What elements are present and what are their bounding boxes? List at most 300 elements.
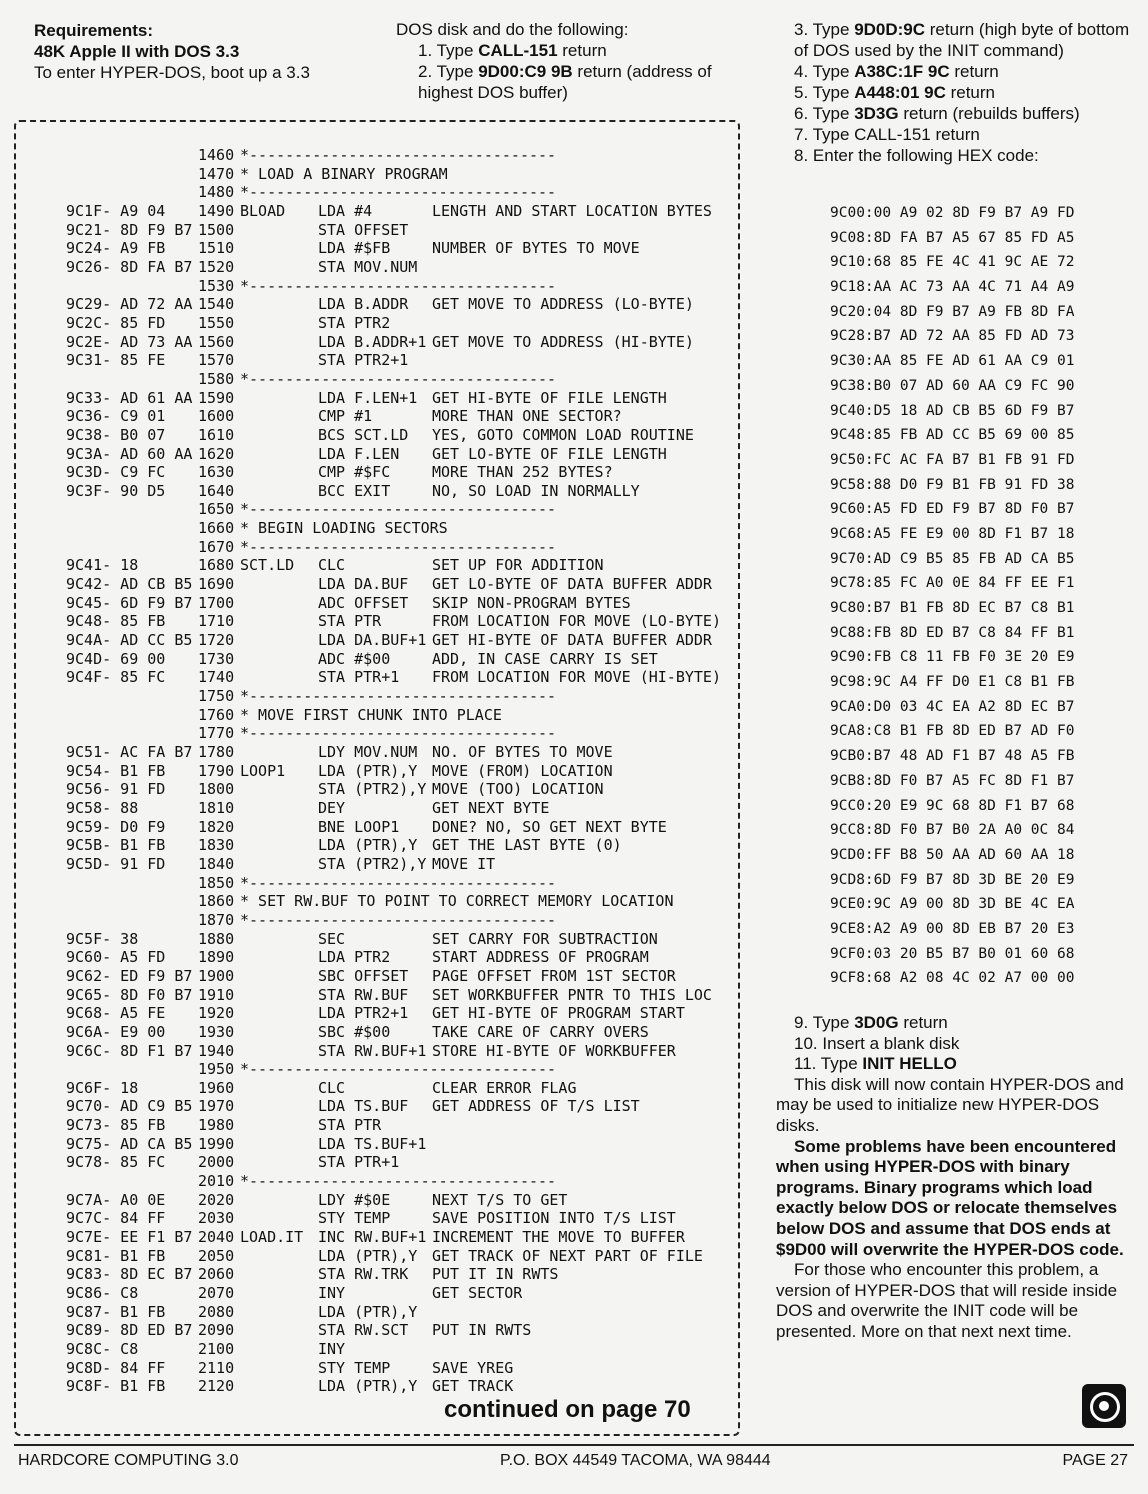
listing-line — [66, 482, 736, 501]
listing-comment: START ADDRESS OF PROGRAM — [432, 948, 649, 967]
listing-line-number: 1490 — [198, 201, 235, 220]
listing-label: SCT.LD — [240, 556, 295, 575]
step-line — [396, 61, 756, 103]
listing-line-number: 2020 — [198, 1190, 235, 1209]
listing-remark: *---------------------------------- — [240, 1172, 557, 1191]
listing-comment: FROM LOCATION FOR MOVE (LO-BYTE) — [432, 612, 721, 631]
listing-opcode: STA RW.BUF — [318, 985, 409, 1004]
listing-line — [66, 1340, 736, 1359]
listing-addr: 9C8F- B1 FB — [66, 1377, 166, 1396]
listing-remark: * MOVE FIRST CHUNK INTO PLACE — [240, 705, 502, 724]
listing-comment: GET HI-BYTE OF PROGRAM START — [432, 1004, 685, 1023]
listing-line — [66, 1004, 736, 1023]
listing-remark: *---------------------------------- — [240, 910, 557, 929]
listing-line — [66, 1116, 736, 1135]
listing-line — [66, 1191, 736, 1210]
listing-line-number: 1630 — [198, 463, 235, 482]
step-line — [776, 82, 1131, 103]
listing-line-number: 1580 — [198, 369, 235, 388]
listing-line-number: 1960 — [198, 1078, 235, 1097]
listing-line — [66, 575, 736, 594]
listing-remark: *---------------------------------- — [240, 276, 557, 295]
step-cmd: A448:01 9C — [854, 83, 946, 102]
hex-line: 9C30:AA 85 FE AD 61 AA C9 01 — [830, 353, 1075, 370]
listing-addr: 9C8C- C8 — [66, 1340, 139, 1358]
listing-comment: MORE THAN ONE SECTOR? — [432, 407, 622, 426]
hex-line: 9C10:68 85 FE 4C 41 9C AE 72 — [830, 254, 1075, 271]
listing-line — [66, 855, 736, 874]
step-post: return — [949, 62, 999, 81]
listing-opcode: SBC #$00 — [318, 1022, 391, 1041]
listing-line-number: 1750 — [198, 687, 235, 706]
listing-line — [66, 1359, 736, 1378]
listing-line — [66, 668, 736, 687]
step-pre: 8. Enter the following HEX code: — [794, 146, 1039, 165]
hex-line: 9C78:85 FC A0 0E 84 FF EE F1 — [830, 575, 1075, 592]
listing-remark: * SET RW.BUF TO POINT TO CORRECT MEMORY LOCATION — [240, 892, 674, 911]
listing-line — [66, 370, 736, 389]
listing-comment: INCREMENT THE MOVE TO BUFFER — [432, 1228, 685, 1247]
listing-line-number: 1690 — [198, 575, 235, 594]
listing-addr: 9C41- 18 — [66, 556, 139, 575]
listing-line-number: 2110 — [198, 1358, 235, 1377]
step-line — [776, 124, 1131, 145]
listing-line-number: 2070 — [198, 1284, 235, 1303]
listing-comment: STORE HI-BYTE OF WORKBUFFER — [432, 1041, 676, 1060]
listing-line — [66, 351, 736, 370]
listing-addr: 9C42- AD CB B5 — [66, 575, 193, 594]
requirements-machine: 48K Apple II with DOS 3.3 — [34, 42, 240, 61]
listing-addr: 9C24- A9 FB — [66, 239, 166, 258]
listing-comment: GET SECTOR — [432, 1284, 523, 1303]
listing-remark: *---------------------------------- — [240, 183, 557, 202]
listing-remark: *---------------------------------- — [240, 500, 557, 519]
listing-opcode: BCS SCT.LD — [318, 425, 409, 444]
listing-addr: 9C36- C9 01 — [66, 407, 166, 426]
listing-line — [66, 1228, 736, 1247]
listing-remark: *---------------------------------- — [240, 146, 557, 164]
requirements-title: Requirements: — [34, 21, 154, 40]
listing-comment: SET WORKBUFFER PNTR TO THIS LOC — [432, 985, 712, 1004]
listing-addr: 9C38- B0 07 — [66, 425, 166, 444]
listing-comment: SKIP NON-PROGRAM BYTES — [432, 593, 631, 612]
hex-line: 9CC0:20 E9 9C 68 8D F1 B7 68 — [830, 797, 1075, 814]
listing-line-number: 2080 — [198, 1302, 235, 1321]
listing-line-number: 1950 — [198, 1060, 235, 1079]
listing-addr: 9C21- 8D F9 B7 — [66, 220, 193, 239]
hex-line: 9C38:B0 07 AD 60 AA C9 FC 90 — [830, 377, 1075, 394]
listing-line-number: 2010 — [198, 1172, 235, 1191]
listing-addr: 9C5B- B1 FB — [66, 836, 166, 855]
listing-line — [66, 930, 736, 949]
listing-addr: 9C65- 8D F0 B7 — [66, 985, 193, 1004]
step-post: return — [898, 1013, 948, 1032]
listing-line-number: 1890 — [198, 948, 235, 967]
listing-line — [66, 594, 736, 613]
listing-addr: 9C7C- 84 FF — [66, 1209, 166, 1228]
listing-addr: 9C29- AD 72 AA — [66, 295, 193, 314]
listing-addr: 9C54- B1 FB — [66, 761, 166, 780]
listing-line-number: 1620 — [198, 444, 235, 463]
listing-comment: GET HI-BYTE OF DATA BUFFER ADDR — [432, 631, 712, 650]
listing-remark: *---------------------------------- — [240, 537, 557, 556]
listing-line — [66, 1377, 736, 1396]
listing-addr: 9C86- C8 — [66, 1284, 139, 1303]
hex-line: 9CE0:9C A9 00 8D 3D BE 4C EA — [830, 896, 1075, 913]
para-warning: Some problems have been encountered when using HYPER-DOS with binary programs. Binary programs which load exactly below DOS or relocate themselves below DOS and assume that DOS ends at $9D00 will overwrite the HYPER-DOS code. — [776, 1136, 1124, 1259]
hex-line: 9CA0:D0 03 4C EA A2 8D EC B7 — [830, 698, 1075, 715]
listing-line — [66, 743, 736, 762]
listing-addr: 9C2C- 85 FD — [66, 313, 166, 332]
listing-addr: 9C75- AD CA B5 — [66, 1134, 193, 1153]
listing-line-number: 1610 — [198, 425, 235, 444]
listing-line-number: 1790 — [198, 761, 235, 780]
listing-line-number: 1870 — [198, 910, 235, 929]
requirements-text: To enter HYPER-DOS, boot up a 3.3 — [34, 63, 310, 82]
step-pre: 4. Type — [794, 62, 855, 81]
hex-line: 9C28:B7 AD 72 AA 85 FD AD 73 — [830, 328, 1075, 345]
listing-line-number: 1470 — [198, 164, 235, 183]
step-pre: 3. Type — [794, 20, 855, 39]
hex-line: 9CC8:8D F0 B7 B0 2A A0 0C 84 — [830, 822, 1075, 839]
listing-line — [66, 500, 736, 519]
listing-opcode: LDA (PTR),Y — [318, 761, 418, 780]
listing-line — [66, 1265, 736, 1284]
listing-addr: 9C87- B1 FB — [66, 1302, 166, 1321]
listing-opcode: LDA TS.BUF+1 — [318, 1134, 427, 1153]
listing-opcode: STA (PTR2),Y — [318, 780, 427, 799]
listing-comment: PUT IT IN RWTS — [432, 1265, 559, 1284]
listing-addr: 9C81- B1 FB — [66, 1246, 166, 1265]
listing-comment: DONE? NO, SO GET NEXT BYTE — [432, 817, 667, 836]
listing-line-number: 1550 — [198, 313, 235, 332]
listing-opcode: LDA DA.BUF — [318, 575, 409, 594]
step-cmd: 3D0G — [854, 1013, 899, 1032]
listing-comment: GET HI-BYTE OF FILE LENGTH — [432, 388, 667, 407]
listing-comment: GET THE LAST BYTE (0) — [432, 836, 622, 855]
listing-opcode: STA PTR+1 — [318, 668, 400, 687]
listing-line-number: 1770 — [198, 724, 235, 743]
listing-opcode: LDY MOV.NUM — [318, 743, 418, 761]
step-post: return (high byte of bottom of DOS used by the INIT command) — [794, 20, 1130, 60]
listing-opcode: BNE LOOP1 — [318, 817, 400, 836]
listing-line — [66, 687, 736, 706]
listing-addr: 9C3F- 90 D5 — [66, 481, 166, 500]
assembly-listing — [66, 146, 736, 1396]
listing-comment: GET LO-BYTE OF FILE LENGTH — [432, 444, 667, 463]
listing-addr: 9C68- A5 FE — [66, 1004, 166, 1023]
listing-opcode: STA MOV.NUM — [318, 257, 418, 276]
listing-comment: CLEAR ERROR FLAG — [432, 1078, 577, 1097]
hex-line: 9C18:AA AC 73 AA 4C 71 A4 A9 — [830, 279, 1075, 296]
listing-opcode: ADC #$00 — [318, 649, 391, 668]
listing-line — [66, 1247, 736, 1266]
listing-opcode: STA RW.TRK — [318, 1265, 409, 1284]
listing-addr: 9C89- 8D ED B7 — [66, 1321, 193, 1340]
step-line — [776, 145, 1131, 166]
step-line — [776, 1013, 1131, 1034]
listing-line-number: 1930 — [198, 1022, 235, 1041]
listing-comment: NEXT T/S TO GET — [432, 1190, 568, 1209]
listing-addr: 9C6F- 18 — [66, 1078, 139, 1097]
listing-remark: *---------------------------------- — [240, 873, 557, 892]
hex-line: 9CF0:03 20 B5 B7 B0 01 60 68 — [830, 945, 1075, 962]
listing-line-number: 1810 — [198, 798, 235, 817]
listing-line-number: 1740 — [198, 668, 235, 687]
listing-opcode: LDA B.ADDR+1 — [318, 332, 427, 351]
listing-line-number: 1940 — [198, 1041, 235, 1060]
listing-comment: MOVE (TOO) LOCATION — [432, 780, 604, 799]
listing-remark: *---------------------------------- — [240, 724, 557, 743]
listing-opcode: STA PTR+1 — [318, 1153, 400, 1172]
step-line — [776, 19, 1131, 61]
listing-opcode: LDA (PTR),Y — [318, 1302, 418, 1321]
listing-addr: 9C3A- AD 60 AA — [66, 444, 193, 463]
right-steps-bottom — [776, 1013, 1131, 1343]
listing-line-number: 2030 — [198, 1209, 235, 1228]
step-post: return (address of highest DOS buffer) — [418, 62, 712, 102]
listing-addr: 9C8D- 84 FF — [66, 1358, 166, 1377]
listing-line-number: 2090 — [198, 1321, 235, 1340]
listing-comment: PUT IN RWTS — [432, 1321, 532, 1340]
listing-line — [66, 314, 736, 333]
listing-opcode: STA PTR2 — [318, 313, 391, 332]
listing-opcode: LDA PTR2 — [318, 948, 391, 967]
listing-opcode: LDY #$0E — [318, 1190, 391, 1209]
listing-opcode: STA OFFSET — [318, 220, 409, 239]
listing-addr: 9C45- 6D F9 B7 — [66, 593, 193, 612]
listing-addr: 9C4A- AD CC B5 — [66, 631, 193, 650]
hex-line: 9C88:FB 8D ED B7 C8 84 FF B1 — [830, 624, 1075, 641]
listing-line-number: 1720 — [198, 631, 235, 650]
listing-addr: 9C56- 91 FD — [66, 780, 166, 799]
intro-steps — [396, 40, 756, 103]
listing-remark: * LOAD A BINARY PROGRAM — [240, 164, 448, 183]
listing-line — [66, 1172, 736, 1191]
listing-line-number: 1730 — [198, 649, 235, 668]
listing-opcode: INY — [318, 1284, 346, 1303]
listing-line — [66, 986, 736, 1005]
step-line — [776, 1054, 1131, 1075]
listing-line-number: 1800 — [198, 780, 235, 799]
listing-line-number: 1480 — [198, 183, 235, 202]
listing-line — [66, 967, 736, 986]
listing-label: LOAD.IT — [240, 1228, 304, 1247]
listing-line — [66, 1153, 736, 1172]
listing-line — [66, 1097, 736, 1116]
listing-line — [66, 389, 736, 408]
listing-line-number: 2050 — [198, 1246, 235, 1265]
listing-comment: ADD, IN CASE CARRY IS SET — [432, 649, 658, 668]
listing-line — [66, 556, 736, 575]
listing-opcode: LDA TS.BUF — [318, 1097, 409, 1116]
listing-line-number: 1660 — [198, 519, 235, 538]
listing-line-number: 1980 — [198, 1116, 235, 1135]
step-cmd: CALL-151 — [478, 41, 558, 60]
step-pre: 10. Insert a blank disk — [794, 1033, 960, 1053]
listing-line-number: 1830 — [198, 836, 235, 855]
listing-opcode: LDA #4 — [318, 201, 373, 220]
listing-line-number: 1500 — [198, 220, 235, 239]
listing-comment: GET MOVE TO ADDRESS (LO-BYTE) — [432, 295, 694, 314]
listing-line-number: 1970 — [198, 1097, 235, 1116]
listing-opcode: CMP #1 — [318, 407, 373, 426]
listing-comment: FROM LOCATION FOR MOVE (HI-BYTE) — [432, 668, 721, 687]
listing-comment: SET UP FOR ADDITION — [432, 556, 604, 575]
listing-line — [66, 799, 736, 818]
step-post: return — [557, 41, 607, 60]
hex-line: 9C98:9C A4 FF D0 E1 C8 B1 FB — [830, 674, 1075, 691]
requirements-block — [34, 20, 384, 83]
step-line — [396, 40, 756, 61]
listing-line — [66, 183, 736, 202]
listing-addr: 9C5F- 38 — [66, 929, 139, 948]
listing-addr: 9C60- A5 FD — [66, 948, 166, 967]
hex-line: 9CD0:FF B8 50 AA AD 60 AA 18 — [830, 846, 1075, 863]
step-pre: 2. Type — [418, 62, 479, 81]
step-line — [776, 1034, 1131, 1055]
listing-line-number: 1570 — [198, 351, 235, 370]
listing-comment: MORE THAN 252 BYTES? — [432, 463, 613, 482]
hex-line: 9C60:A5 FD ED F9 B7 8D F0 B7 — [830, 501, 1075, 518]
step-cmd: 9D00:C9 9B — [478, 62, 573, 81]
listing-line-number: 2000 — [198, 1153, 235, 1172]
listing-line — [66, 650, 736, 669]
listing-line — [66, 818, 736, 837]
listing-addr: 9C73- 85 FB — [66, 1116, 166, 1135]
listing-opcode: STA PTR — [318, 1116, 382, 1135]
listing-opcode: DEY — [318, 798, 346, 817]
listing-line — [66, 836, 736, 855]
listing-line — [66, 1023, 736, 1042]
listing-line — [66, 519, 736, 538]
listing-line — [66, 258, 736, 277]
listing-line — [66, 277, 736, 296]
listing-comment: SET CARRY FOR SUBTRACTION — [432, 929, 658, 948]
listing-addr: 9C62- ED F9 B7 — [66, 966, 193, 985]
listing-comment: YES, GOTO COMMON LOAD ROUTINE — [432, 425, 694, 444]
hex-line: 9C48:85 FB AD CC B5 69 00 85 — [830, 427, 1075, 444]
listing-line-number: 1640 — [198, 481, 235, 500]
bottom-steps — [776, 1013, 1131, 1075]
listing-comment: SAVE POSITION INTO T/S LIST — [432, 1209, 676, 1228]
right-steps-top — [776, 19, 1131, 166]
listing-comment: GET LO-BYTE OF DATA BUFFER ADDR — [432, 575, 712, 594]
listing-line — [66, 1135, 736, 1154]
listing-comment: GET TRACK OF NEXT PART OF FILE — [432, 1246, 703, 1265]
step-pre: 5. Type — [794, 83, 855, 102]
listing-opcode: STA RW.BUF+1 — [318, 1041, 427, 1060]
listing-remark: * BEGIN LOADING SECTORS — [240, 519, 448, 538]
hex-line: 9CF8:68 A2 08 4C 02 A7 00 00 — [830, 970, 1075, 987]
listing-addr: 9C58- 88 — [66, 798, 139, 817]
listing-opcode: SEC — [318, 929, 346, 948]
listing-addr: 9C70- AD C9 B5 — [66, 1097, 193, 1116]
listing-remark: *---------------------------------- — [240, 687, 557, 706]
listing-line-number: 1860 — [198, 892, 235, 911]
listing-addr: 9C1F- A9 04 — [66, 201, 166, 220]
listing-line — [66, 1060, 736, 1079]
listing-line — [66, 239, 736, 258]
step-pre: 1. Type — [418, 41, 479, 60]
hex-line: 9CA8:C8 B1 FB 8D ED B7 AD F0 — [830, 723, 1075, 740]
hex-line: 9C20:04 8D F9 B7 A9 FB 8D FA — [830, 303, 1075, 320]
hex-line: 9C50:FC AC FA B7 B1 FB 91 FD — [830, 451, 1075, 468]
listing-line-number: 1670 — [198, 537, 235, 556]
listing-label: LOOP1 — [240, 761, 286, 780]
hex-line: 9C40:D5 18 AD CB B5 6D F9 B7 — [830, 402, 1075, 419]
listing-line — [66, 762, 736, 781]
listing-line — [66, 1284, 736, 1303]
footer-address: P.O. BOX 44549 TACOMA, WA 98444 — [500, 1452, 771, 1469]
listing-line — [66, 445, 736, 464]
listing-opcode: STY TEMP — [318, 1358, 391, 1377]
listing-line-number: 1600 — [198, 407, 235, 426]
listing-line-number: 1840 — [198, 854, 235, 873]
listing-line-number: 1990 — [198, 1134, 235, 1153]
softkey-logo-icon — [1082, 1384, 1126, 1428]
listing-line-number: 1850 — [198, 873, 235, 892]
step-pre: 11. Type — [794, 1054, 863, 1074]
listing-addr: 9C4D- 69 00 — [66, 649, 166, 668]
listing-line-number: 1590 — [198, 388, 235, 407]
listing-line-number: 1460 — [198, 146, 235, 164]
listing-comment: NO. OF BYTES TO MOVE — [432, 743, 613, 761]
listing-addr: 9C4F- 85 FC — [66, 668, 166, 687]
listing-opcode: LDA (PTR),Y — [318, 1377, 418, 1396]
listing-line — [66, 538, 736, 557]
listing-line-number: 1820 — [198, 817, 235, 836]
listing-line-number: 1530 — [198, 276, 235, 295]
listing-line-number: 1510 — [198, 239, 235, 258]
step-cmd: INIT HELLO — [862, 1054, 957, 1074]
step-line — [776, 61, 1131, 82]
listing-opcode: CLC — [318, 1078, 346, 1097]
listing-addr: 9C59- D0 F9 — [66, 817, 166, 836]
listing-line — [66, 202, 736, 221]
listing-addr: 9C3D- C9 FC — [66, 463, 166, 482]
listing-line — [66, 631, 736, 650]
listing-opcode: STA PTR2+1 — [318, 351, 409, 370]
listing-line — [66, 948, 736, 967]
listing-comment: MOVE (FROM) LOCATION — [432, 761, 613, 780]
listing-line-number: 1520 — [198, 257, 235, 276]
listing-opcode: LDA (PTR),Y — [318, 1246, 418, 1265]
listing-line — [66, 1079, 736, 1098]
listing-opcode: ADC OFFSET — [318, 593, 409, 612]
step-pre: 7. Type CALL-151 return — [794, 125, 980, 144]
listing-comment: PAGE OFFSET FROM 1ST SECTOR — [432, 966, 676, 985]
listing-addr: 9C6C- 8D F1 B7 — [66, 1041, 193, 1060]
listing-line-number: 1540 — [198, 295, 235, 314]
hex-line: 9CD8:6D F9 B7 8D 3D BE 20 E9 — [830, 871, 1075, 888]
hex-line: 9C70:AD C9 B5 85 FB AD CA B5 — [830, 550, 1075, 567]
listing-opcode: LDA F.LEN+1 — [318, 388, 418, 407]
listing-line-number: 1910 — [198, 985, 235, 1004]
listing-comment: SAVE YREG — [432, 1358, 514, 1377]
listing-opcode: STA (PTR2),Y — [318, 854, 427, 873]
listing-line-number: 2040 — [198, 1228, 235, 1247]
step-post: return (rebuilds buffers) — [898, 104, 1080, 123]
step-cmd: 9D0D:9C — [854, 20, 926, 39]
listing-comment: GET TRACK — [432, 1377, 514, 1396]
listing-comment: GET ADDRESS OF T/S LIST — [432, 1097, 640, 1116]
hex-line: 9C58:88 D0 F9 B1 FB 91 FD 38 — [830, 476, 1075, 493]
listing-line-number: 1780 — [198, 743, 235, 761]
listing-addr: 9C6A- E9 00 — [66, 1022, 166, 1041]
listing-opcode: BCC EXIT — [318, 481, 391, 500]
hex-line: 9C68:A5 FE E9 00 8D F1 B7 18 — [830, 525, 1075, 542]
